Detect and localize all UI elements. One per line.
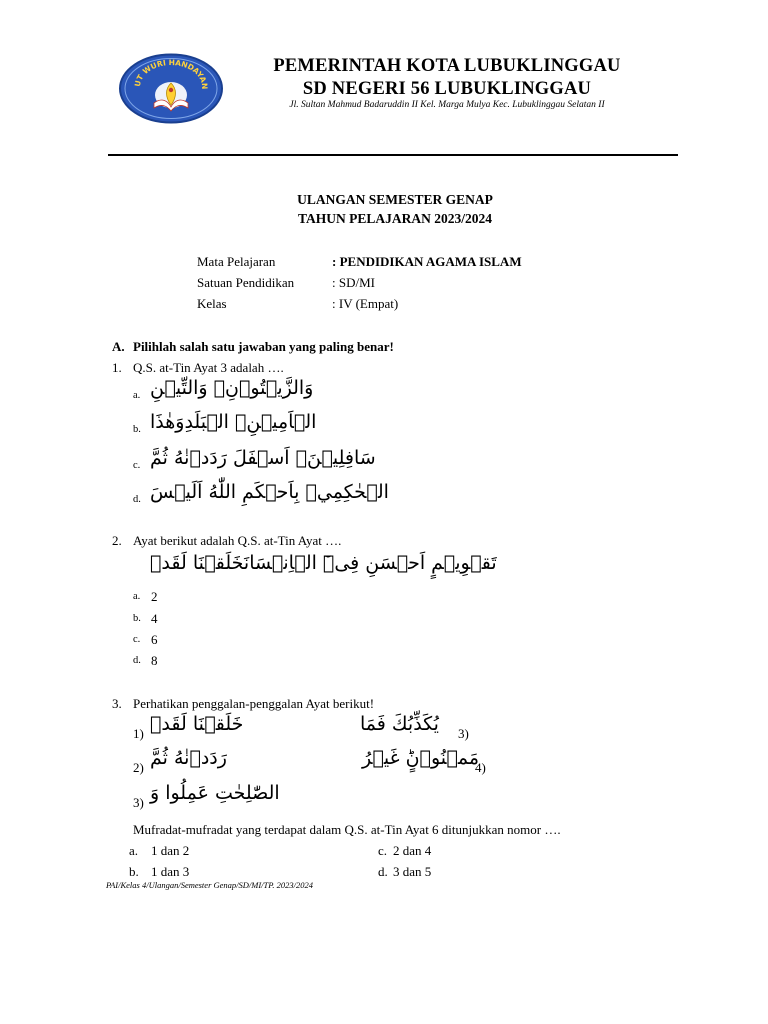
q3-fragment-4-number: 4) bbox=[475, 760, 486, 775]
q3-option-d-letter: d. bbox=[378, 864, 388, 879]
header-divider bbox=[108, 154, 678, 156]
q1-number: 1. bbox=[112, 360, 122, 375]
info-label-subject: Mata Pelajaran bbox=[197, 254, 276, 269]
info-value-class: : IV (Empat) bbox=[332, 296, 399, 311]
q3-option-a-value[interactable]: 1 dan 2 bbox=[151, 843, 190, 858]
info-value-unit: : SD/MI bbox=[332, 275, 375, 290]
q3-fragment-2-number: 2) bbox=[133, 760, 144, 775]
q2-option-c-value[interactable]: 6 bbox=[151, 632, 158, 647]
q1-option-c-arabic[interactable]: سَافِلِيۡنَۙ اَسۡفَلَ رَدَدۡنٰهُ ثُمَّ bbox=[150, 447, 376, 469]
info-value-subject: : PENDIDIKAN AGAMA ISLAM bbox=[332, 254, 522, 269]
section-letter: A. bbox=[112, 339, 125, 354]
q3-prompt: Mufradat-mufradat yang terdapat dalam Q.S. at-Tin Ayat 6 ditunjukkan nomor …. bbox=[133, 822, 561, 837]
q3-text: Perhatikan penggalan-penggalan Ayat berikut! bbox=[133, 696, 375, 711]
q3-fragment-3-arabic: يُكَذِّبُكَ فَمَا bbox=[360, 713, 439, 735]
q2-number: 2. bbox=[112, 533, 122, 548]
header-school-name: SD NEGERI 56 LUBUKLINGGAU bbox=[302, 79, 592, 99]
q2-arabic-verse: تَقۡوِيۡمٍ اَحۡسَنِ فِىۡٓ الۡاِنۡسَانَخَلَقۡنَا لَقَدۡ bbox=[150, 552, 497, 574]
q2-option-d-value[interactable]: 8 bbox=[151, 653, 158, 668]
q2-option-a-letter: a. bbox=[133, 591, 141, 602]
q3-number: 3. bbox=[112, 696, 122, 711]
q3-fragment-4-arabic: مَمۡنُوۡنٍؕ غَيۡرُ bbox=[362, 747, 480, 769]
header-government: PEMERINTAH KOTA LUBUKLINGGAU bbox=[273, 56, 621, 76]
page-footer: PAI/Kelas 4/Ulangan/Semester Genap/SD/MI/TP. 2023/2024 bbox=[106, 880, 313, 890]
q3-fragment-5-arabic: الصّٰلِحٰتِ عَمِلُوا وَ bbox=[150, 782, 280, 804]
q2-option-b-letter: b. bbox=[133, 613, 141, 624]
q3-option-b-letter: b. bbox=[129, 864, 139, 879]
q3-fragment-3-number: 3) bbox=[458, 726, 469, 741]
logo-motto: UT WURI HANDAYAN bbox=[132, 57, 210, 90]
q3-option-d-value[interactable]: 3 dan 5 bbox=[393, 864, 432, 879]
q2-option-b-value[interactable]: 4 bbox=[151, 611, 158, 626]
q1-option-c-letter: c. bbox=[133, 460, 141, 471]
q2-option-d-letter: d. bbox=[133, 655, 141, 666]
section-instruction: Pilihlah salah satu jawaban yang paling benar! bbox=[133, 339, 394, 354]
q1-option-d-arabic[interactable]: الۡحٰكِمِيۡ بِاَحۡكَمِ اللّٰهُ اَلَيۡسَ bbox=[150, 481, 389, 503]
q3-option-b-value[interactable]: 1 dan 3 bbox=[151, 864, 190, 879]
q1-option-a-arabic[interactable]: وَالزَّيۡتُوۡنِۙ وَالتِّيۡنِ bbox=[150, 377, 314, 399]
info-label-class: Kelas bbox=[197, 296, 227, 311]
academic-year: TAHUN PELAJARAN 2023/2024 bbox=[297, 211, 492, 226]
q3-fragment-1-arabic: خَلَقۡنَا لَقَدۡ bbox=[150, 713, 244, 735]
q3-option-c-value[interactable]: 2 dan 4 bbox=[393, 843, 432, 858]
info-label-unit: Satuan Pendidikan bbox=[197, 275, 295, 290]
header-address: Jl. Sultan Mahmud Badaruddin II Kel. Marga Mulya Kec. Lubuklinggau Selatan II bbox=[289, 100, 605, 110]
q1-option-b-letter: b. bbox=[133, 424, 141, 435]
q1-text: Q.S. at-Tin Ayat 3 adalah …. bbox=[133, 360, 284, 375]
q3-option-c-letter: c. bbox=[378, 843, 388, 858]
q3-fragment-1-number: 1) bbox=[133, 726, 144, 741]
q1-option-a-letter: a. bbox=[133, 390, 141, 401]
q3-fragment-5-number: 3) bbox=[133, 795, 144, 810]
q2-option-a-value[interactable]: 2 bbox=[151, 589, 158, 604]
q3-fragment-2-arabic: رَدَدۡنٰهُ ثُمَّ bbox=[150, 747, 227, 769]
school-logo bbox=[118, 53, 224, 124]
q2-text: Ayat berikut adalah Q.S. at-Tin Ayat …. bbox=[133, 533, 342, 548]
q2-option-c-letter: c. bbox=[133, 634, 141, 645]
exam-title: ULANGAN SEMESTER GENAP bbox=[297, 192, 493, 207]
q3-option-a-letter: a. bbox=[129, 843, 139, 858]
q1-option-b-arabic[interactable]: الۡاَمِيۡنِۙ الۡبَلَدِوَهٰذَا bbox=[150, 411, 317, 433]
q1-option-d-letter: d. bbox=[133, 494, 141, 505]
